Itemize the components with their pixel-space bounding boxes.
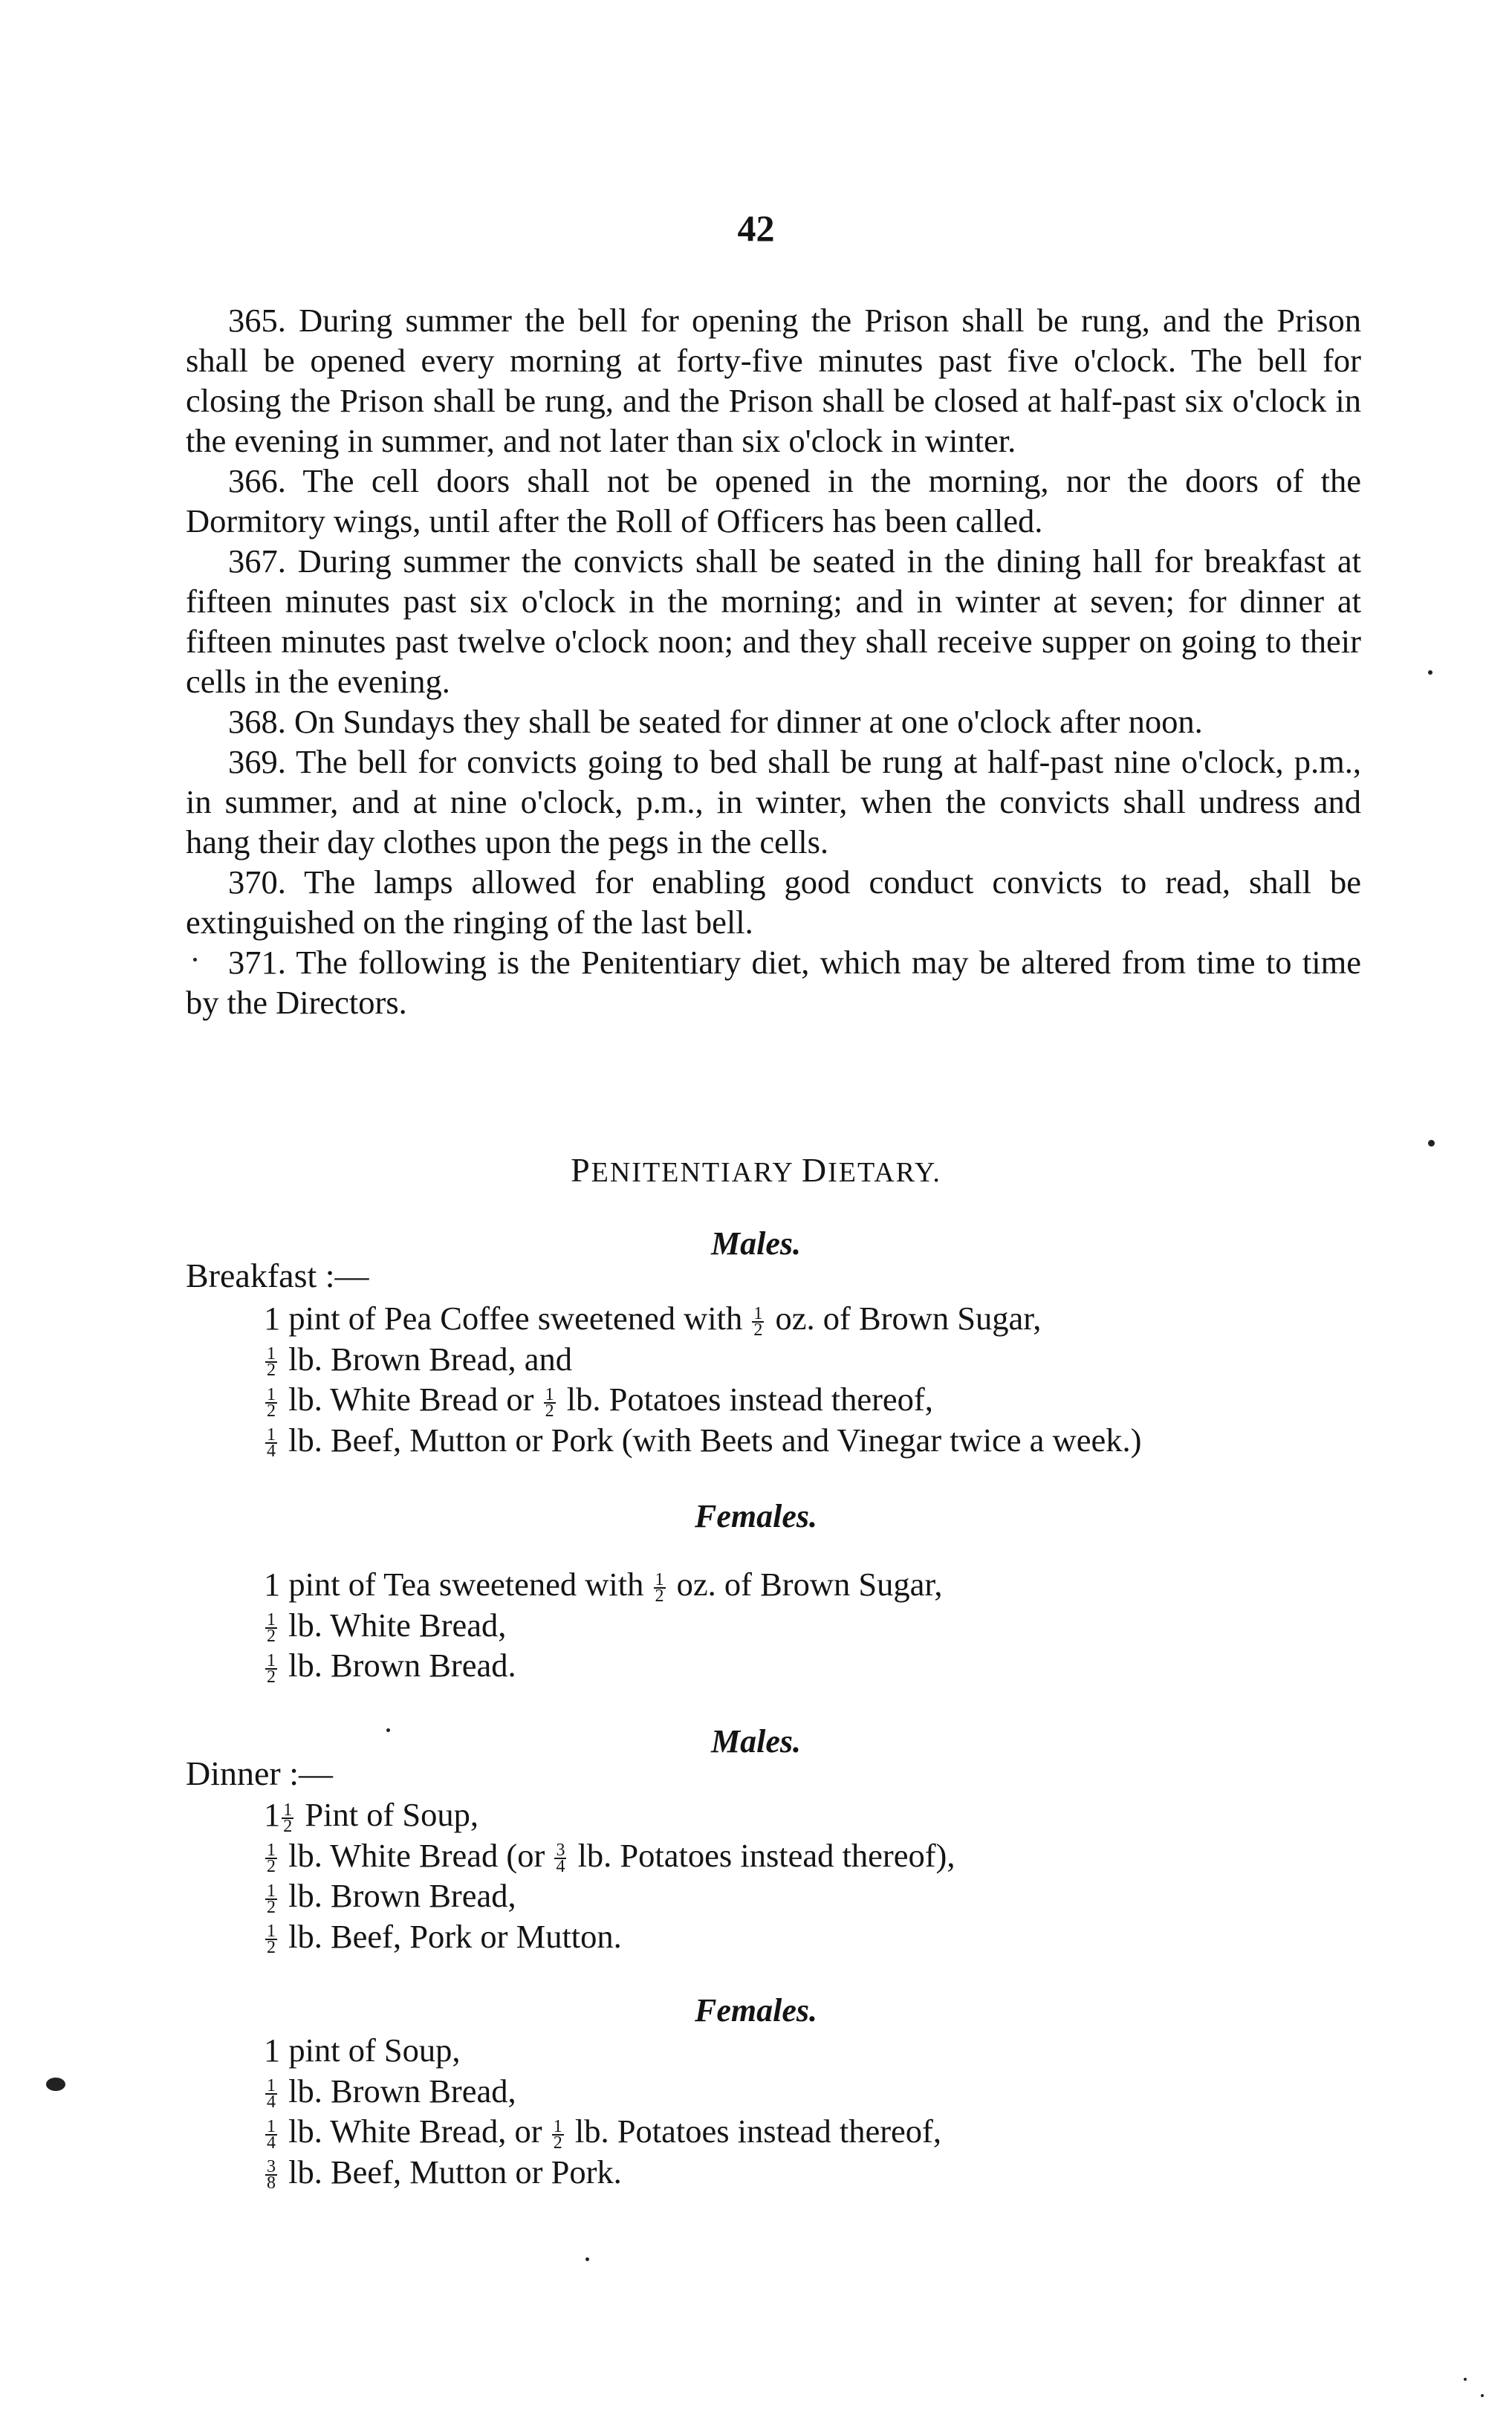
fraction: $\frac{1}{2}$ (267, 1922, 276, 1958)
breakfast-females-label: Females. (695, 1498, 817, 1534)
fraction: $\frac{1}{4}$ (267, 2076, 276, 2113)
diet-item: 1 $\frac{1}{2}$ Pint of Soup, (264, 1796, 479, 1836)
diet-item: 1 pint of Tea sweetened with $\frac{1}{2}$ oz. of Brown Sugar, (264, 1566, 943, 1606)
breakfast-heading: Breakfast :— (186, 1257, 369, 1294)
diet-item: $\frac{1}{4}$ lb. White Bread, or $\frac{1}{2}$ lb. Potatoes instead thereof, (267, 2113, 941, 2153)
fraction: $\frac{3}{8}$ (267, 2157, 276, 2194)
diet-item: $\frac{3}{8}$ lb. Beef, Mutton or Pork. (267, 2153, 622, 2194)
print-speck (1481, 2394, 1484, 2397)
regulations-text (186, 300, 1361, 1022)
diet-item: $\frac{1}{2}$ lb. Brown Bread. (267, 1647, 516, 1687)
fraction: $\frac{1}{2}$ (753, 1303, 763, 1340)
diet-item: $\frac{1}{4}$ lb. Beef, Mutton or Pork (with Beets and Vinegar twice a week.) (267, 1421, 1142, 1462)
fraction: $\frac{3}{4}$ (556, 1841, 565, 1877)
fraction: $\frac{1}{2}$ (267, 1650, 276, 1687)
dinner-females-label: Females. (695, 1992, 817, 2029)
fraction: $\frac{1}{2}$ (283, 1800, 293, 1836)
fraction: $\frac{1}{4}$ (267, 1425, 276, 1462)
fraction: $\frac{1}{2}$ (655, 1569, 664, 1606)
diet-item: $\frac{1}{2}$ lb. Brown Bread, and (267, 1340, 573, 1381)
dinner-males-list (264, 1794, 955, 1956)
paragraph-371: 371. The following is the Penitentiary diet, which may be altered from time to time by the Directors. (186, 944, 1361, 1021)
print-speck (193, 958, 197, 962)
paragraph-365: 365. During summer the bell for opening the Prison shall be rung, and the Prison shall be opened every morning at forty-five minutes past five o'clock. The bell for closing the Prison shall be rung, and the Prison shall be closed at half-past six o'clock in the evening in summer, and not later than six o'clock in winter. (186, 302, 1361, 459)
print-speck (585, 2257, 589, 2261)
print-speck (1428, 1140, 1435, 1147)
fraction: $\frac{1}{2}$ (553, 2116, 562, 2153)
paragraph-369: 369. The bell for convicts going to bed shall be rung at half-past nine o'clock, p.m., in summer, and at nine o'clock, p.m., in winter, when the convicts shall undress and hang their day clothes upon the pegs in the cells. (186, 743, 1361, 860)
paragraph-368: 368. On Sundays they shall be seated for dinner at one o'clock after noon. (228, 703, 1203, 740)
dinner-heading: Dinner :— (186, 1754, 334, 1792)
breakfast-males-label: Males. (711, 1225, 801, 1262)
diet-item: $\frac{1}{2}$ lb. White Bread, (267, 1606, 507, 1647)
print-speck (386, 1728, 390, 1732)
diet-item: $\frac{1}{2}$ lb. White Bread or $\frac{1}{2}$ lb. Potatoes instead thereof, (267, 1381, 933, 1421)
print-speck (1464, 2378, 1467, 2381)
fraction: $\frac{1}{2}$ (267, 1384, 276, 1421)
fraction: $\frac{1}{2}$ (545, 1384, 554, 1421)
print-speck (46, 2078, 65, 2091)
print-speck (1428, 670, 1432, 675)
paragraph-367: 367. During summer the convicts shall be seated in the dining hall for breakfast at fifteen minutes past six o'clock in the morning; and in winter at seven; for dinner at fifteen minutes past twelve o'clock noon; and they shall receive supper on going to their cells in the evening. (186, 542, 1361, 700)
diet-item: $\frac{1}{4}$ lb. Brown Bread, (267, 2072, 516, 2113)
fraction: $\frac{1}{2}$ (267, 1344, 276, 1381)
paragraph-370: 370. The lamps allowed for enabling good conduct convicts to read, shall be extinguished on the ringing of the last bell. (186, 863, 1361, 941)
fraction: $\frac{1}{2}$ (267, 1881, 276, 1917)
fraction: $\frac{1}{2}$ (267, 1841, 276, 1877)
breakfast-females-list (264, 1564, 943, 1686)
dietary-title: PENITENTIARY DIETARY. (571, 1151, 941, 1189)
diet-item: $\frac{1}{2}$ lb. Beef, Pork or Mutton. (267, 1917, 622, 1958)
fraction: $\frac{1}{4}$ (267, 2116, 276, 2153)
dinner-females-list (264, 2030, 941, 2192)
paragraph-366: 366. The cell doors shall not be opened in the morning, nor the doors of the Dormitory wings, until after the Roll of Officers has been called. (186, 462, 1361, 539)
page-number: 42 (737, 207, 775, 249)
diet-item: $\frac{1}{2}$ lb. White Bread (or $\frac{3}{4}$ lb. Potatoes instead thereof), (267, 1836, 955, 1877)
dinner-males-label: Males. (711, 1723, 801, 1760)
diet-item: $\frac{1}{2}$ lb. Brown Bread, (267, 1877, 516, 1917)
breakfast-males-list (264, 1298, 1141, 1460)
diet-item: 1 pint of Soup, (264, 2032, 461, 2069)
diet-item: 1 pint of Pea Coffee sweetened with $\frac{1}{2}$ oz. of Brown Sugar, (264, 1300, 1042, 1340)
fraction: $\frac{1}{2}$ (267, 1610, 276, 1647)
